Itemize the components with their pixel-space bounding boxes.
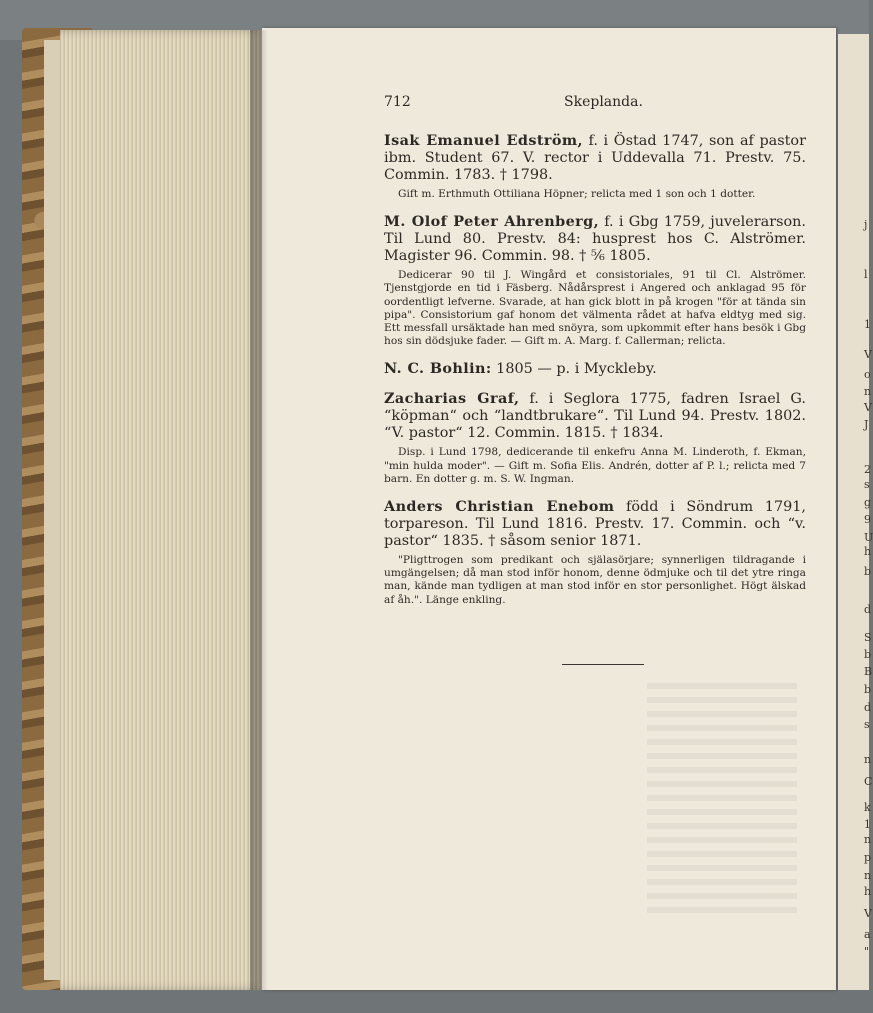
next-page-fragment: j [864,218,868,231]
entry-name: M. Olof Peter Ahrenberg, [384,213,600,231]
entry-main-text [384,390,806,442]
biography-entry [384,132,806,201]
next-page-fragment: C [864,775,873,788]
entry-details: f. i Östad 1747, son af pastor ibm. Student 67. V. rector i Uddevalla 71. Prestv. 75. Commin. 1783. † 1798. [384,133,806,183]
next-page-fragment: b [864,683,872,696]
entry-details: 1805 — p. i Myckleby. [491,361,657,378]
next-page-fragment: n [864,753,872,766]
entry-main-text [384,360,806,378]
next-page-fragment: d [864,603,872,616]
entry-main-text [384,213,806,265]
entries-list [384,132,806,607]
next-page-fragment: 1 [864,818,871,831]
next-page-fragment: g [864,496,872,509]
next-page-fragment: B [864,665,873,678]
page-number: 712 [384,94,411,110]
show-through-text [647,683,797,913]
entry-name: N. C. Bohlin: [384,360,492,378]
next-page-fragment: V [864,907,872,920]
next-page-fragment: l [864,268,868,281]
next-page-fragment: o [864,368,871,381]
next-page-fragment: b [864,565,872,578]
next-page-fragment: 9 [864,513,871,526]
entry-note: Gift m. Erthmuth Ottiliana Höpner; relicta med 1 son och 1 dotter. [398,188,756,200]
entry-note: Dedicerar 90 til J. Wingård et consistoriales, 91 til Cl. Alströmer. Tjenstgjorde en tid i Fäsberg. Nådårsprest i Angered och anklagad 95 för oordentligt lefverne. Svarade, at han gick blott in på krogen "för at tända sin pipa". Consistorium gaf honom det välmenta rådet at hafva eldtyg med sig. Ett messfall ursäktade han med snöyra, som upkommit efter hans besök i Gbg hos sin dödsjuke fader. — Gift m. A. Marg. f. Callerman; relicta. [384,269,806,348]
entry-details: f. i Gbg 1759, juvelerarson. Til Lund 80. Prestv. 84: husprest hos C. Alströmer. Magister 96. Commin. 98. † ⁵⁄₆ 1805. [384,214,806,265]
gutter-shadow [250,30,268,990]
next-page-fragment: U [864,531,873,544]
next-page-fragment: k [864,801,871,814]
entry-details: f. i Seglora 1775, fadren Israel G. “köpman“ och “landtbrukare“. Til Lund 94. Prestv. 1802. “V. pastor“ 12. Commin. 1815. † 1834. [384,391,806,442]
entry-main-text [384,498,806,550]
page-stack-edge [60,30,262,990]
next-page-fragment: s [864,718,870,731]
next-page-fragment: h [864,545,872,558]
next-page-fragment: d [864,701,872,714]
biography-entry [384,498,806,607]
next-page-fragment: n [864,833,872,846]
next-page-fragment: h [864,885,872,898]
next-page-fragment: J [864,418,869,431]
next-page-fragment: 2 [864,463,871,476]
next-page-fragment: a [864,928,871,941]
entry-name: Anders Christian Enebom [384,498,615,516]
next-page-fragment: V [864,401,872,414]
biography-entry [384,390,806,486]
entry-note: Disp. i Lund 1798, dedicerande til enkefru Anna M. Linderoth, f. Ekman, "min hulda moder". — Gift m. Sofia Elis. Andrén, dotter af P. l.; relicta med 7 barn. En dotter g. m. S. W. Ingman. [384,446,806,485]
next-page-fragment: " [864,945,870,958]
next-page-fragment: n [864,385,872,398]
next-page-fragment: b [864,648,872,661]
next-page-edge [838,34,873,990]
page-title: Skeplanda. [564,94,643,110]
entry-main-text [384,132,806,184]
next-page-fragment: V [864,348,872,361]
page-content [384,94,806,607]
biography-entry [384,360,806,378]
section-rule [562,664,644,665]
entry-name: Isak Emanuel Edström, [384,132,583,149]
entry-note: "Pligttrogen som predikant och själasörjare; synnerligen tildragande i umgängelsen; då man stod inför honom, denne ödmjuke och til det ytre ringa man, kände man tydligen at man stod inför en stor personlighet. Högt älskad af åh.". Länge enkling. [384,554,806,606]
next-page-fragment: S [864,631,872,644]
next-page-fragment: n [864,869,872,882]
entry-details: född i Söndrum 1791, torpareson. Til Lund 1816. Prestv. 17. Commin. och “v. pastor“ 1835. † såsom senior 1871. [384,499,806,550]
book-page [262,28,836,990]
entry-name: Zacharias Graf, [384,390,520,408]
running-head [384,94,806,116]
next-page-fragment: 1 [864,318,871,331]
biography-entry [384,213,806,348]
next-page-fragment: p [864,851,872,864]
next-page-fragment: s [864,478,870,491]
